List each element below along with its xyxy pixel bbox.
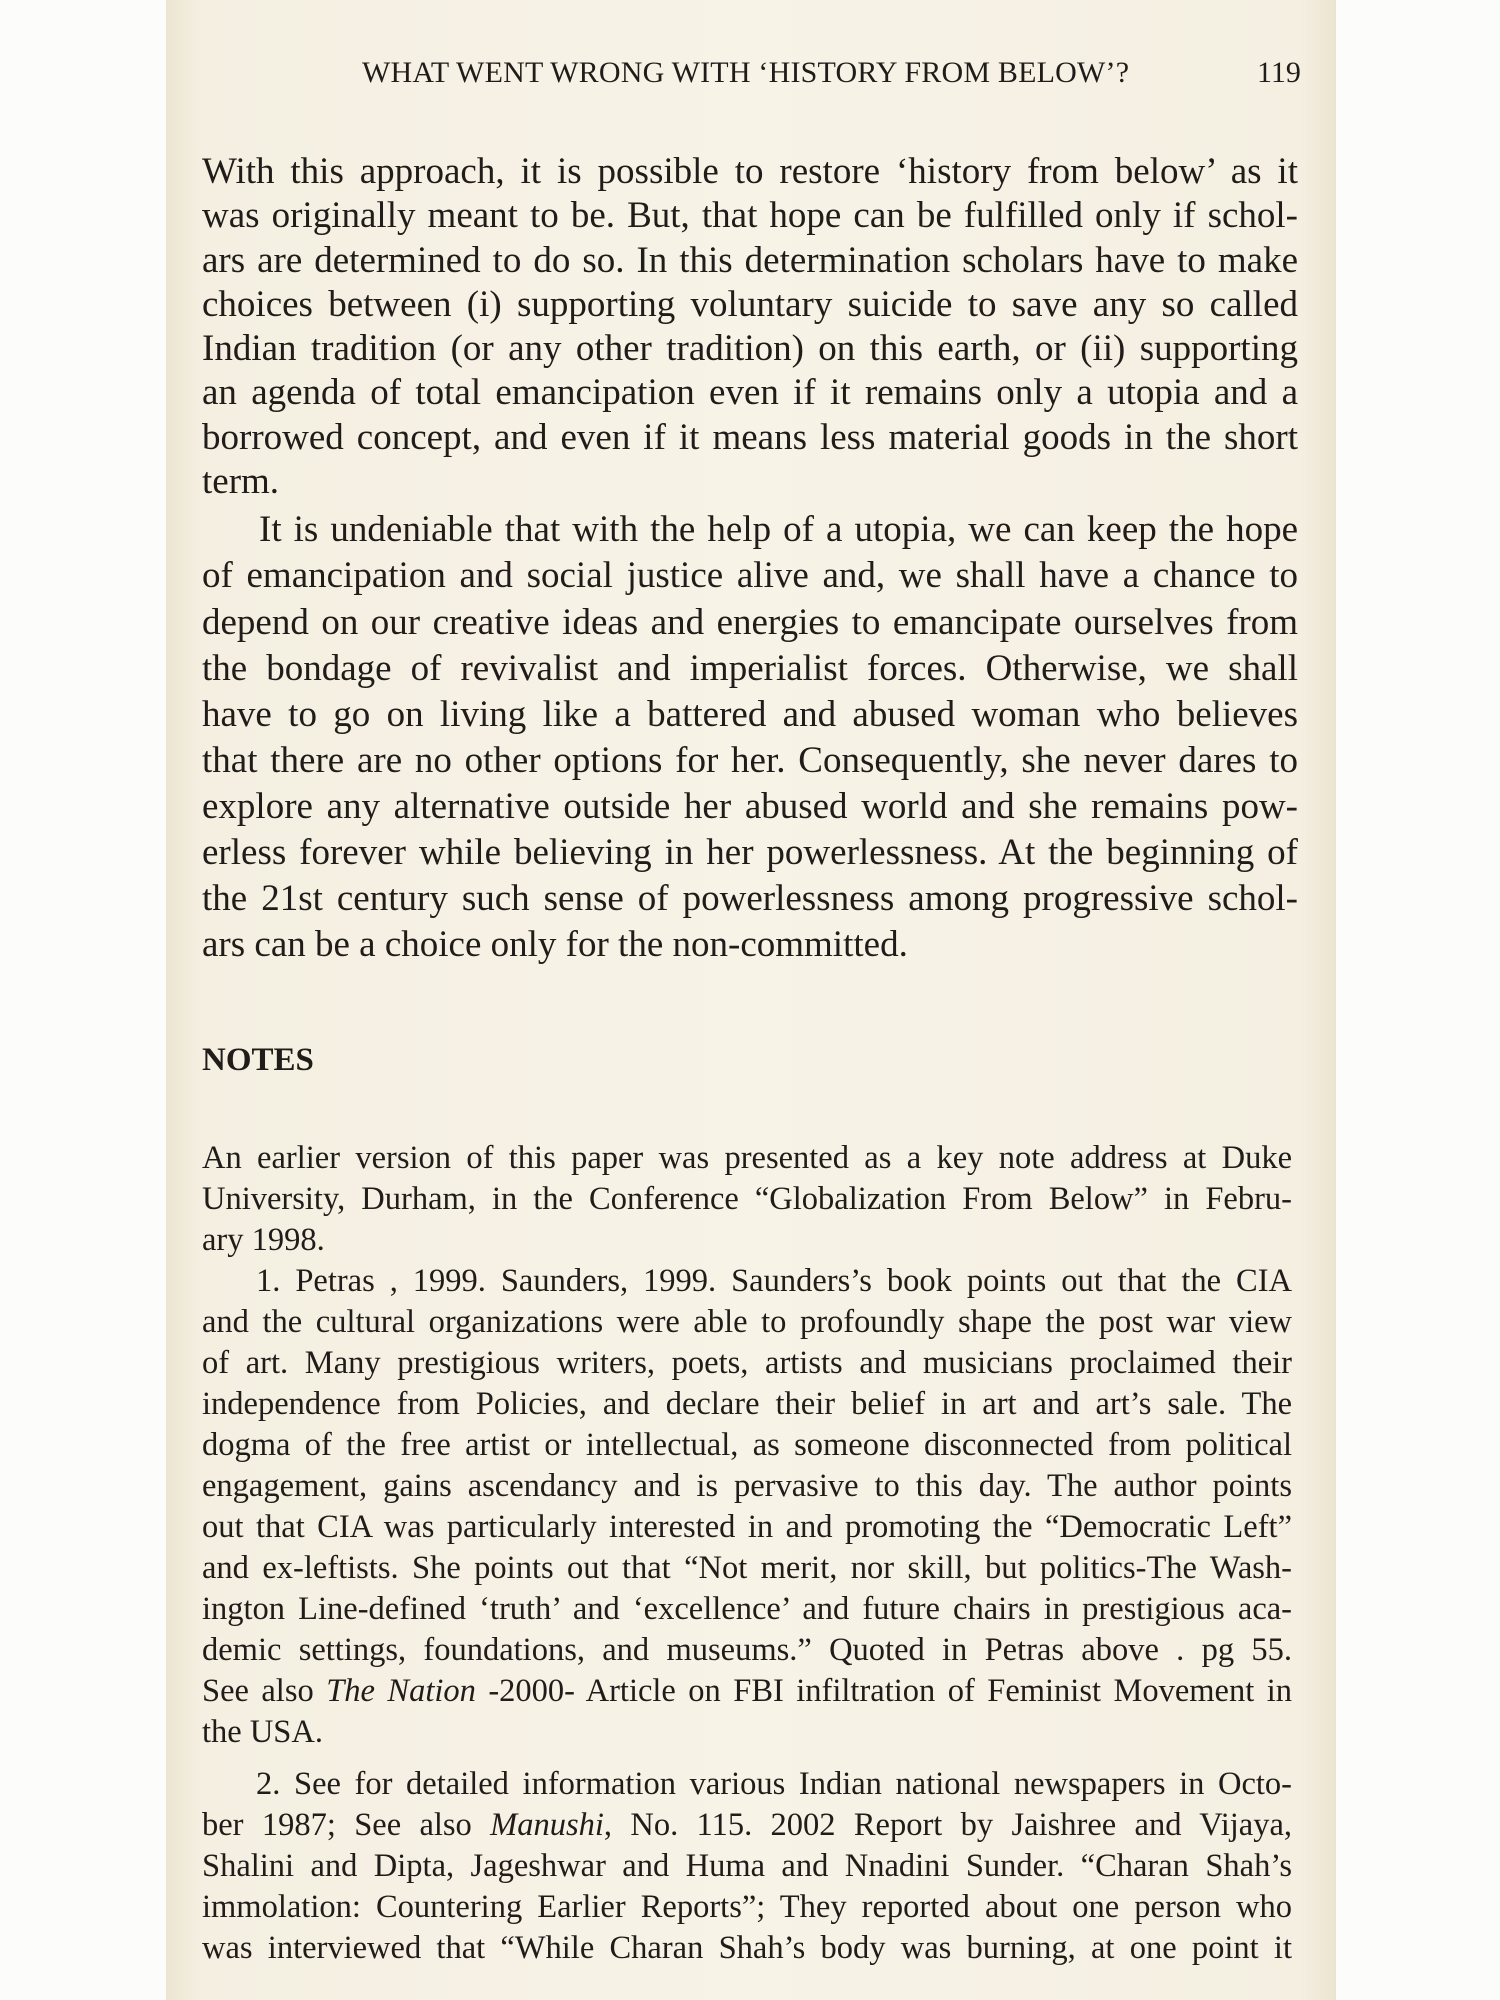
- notes-heading: NOTES: [202, 1042, 314, 1078]
- note-line: and the cultural organizations were able to profoundly shape the post war view: [202, 1304, 1292, 1340]
- note-line: of art. Many prestigious writers, poets, artists and musicians proclaimed their: [202, 1345, 1292, 1381]
- notes-section: [202, 1138, 1292, 1969]
- note-2: [202, 1764, 1292, 1969]
- text-line: have to go on living like a battered and abused woman who believes: [202, 693, 1298, 735]
- body-text: [202, 150, 1298, 968]
- text-line: Indian tradition (or any other tradition) on this earth, or (ii) supporting: [202, 328, 1298, 370]
- paragraph-1: [202, 150, 1298, 504]
- text-line: ars can be a choice only for the non-committed.: [202, 924, 908, 966]
- italic-title: Manushi: [490, 1807, 604, 1843]
- text-line: of emancipation and social justice alive and, we shall have a chance to: [202, 555, 1298, 597]
- text-line: With this approach, it is possible to restore ‘history from below’ as it: [202, 151, 1298, 192]
- text-line: the 21st century such sense of powerlessness among progressive schol-: [202, 878, 1298, 920]
- text-line: explore any alternative outside her abused world and she remains pow-: [202, 785, 1298, 827]
- text-line: that there are no other options for her. Consequently, she never dares to: [202, 739, 1298, 781]
- note-line: [202, 1671, 1292, 1712]
- note-line: [202, 1805, 1292, 1846]
- note-line: University, Durham, in the Conference “Globalization From Below” in Febru-: [202, 1181, 1292, 1217]
- text-line: borrowed concept, and even if it means less material goods in the short: [202, 416, 1298, 458]
- note-line: independence from Policies, and declare their belief in art and art’s sale. The: [202, 1386, 1292, 1422]
- text-line: erless forever while believing in her powerlessness. At the beginning of: [202, 832, 1298, 874]
- note-line-text: , No. 115. 2002 Report by Jaishree and Vijaya,: [603, 1807, 1292, 1843]
- text-line: It is undeniable that with the help of a utopia, we can keep the hope: [259, 509, 1298, 551]
- note-line-text: ber 1987; See also: [202, 1807, 491, 1843]
- note-line: demic settings, foundations, and museums.” Quoted in Petras above . pg 55.: [202, 1632, 1292, 1668]
- text-line: the bondage of revivalist and imperialist forces. Otherwise, we shall: [202, 647, 1298, 689]
- note-line: dogma of the free artist or intellectual, as someone disconnected from political: [202, 1427, 1292, 1463]
- note-line: Shalini and Dipta, Jageshwar and Huma and Nnadini Sunder. “Charan Shah’s: [202, 1848, 1292, 1884]
- text-line: choices between (i) supporting voluntary suicide to save any so called: [202, 283, 1298, 325]
- text-line: depend on our creative ideas and energies to emancipate ourselves from: [202, 601, 1298, 643]
- note-line: 2. See for detailed information various Indian national newspapers in Octo-: [256, 1766, 1292, 1802]
- note-line-text: See also: [202, 1673, 327, 1709]
- note-line-text: -2000- Article on FBI infiltration of Feminist Movement in: [475, 1673, 1292, 1709]
- text-line: was originally meant to be. But, that hope can be fulfilled only if schol-: [202, 195, 1298, 237]
- note-line: ary 1998.: [202, 1222, 325, 1258]
- note-1: [202, 1261, 1292, 1753]
- note-line: was interviewed that “While Charan Shah’s body was burning, at one point it: [202, 1930, 1292, 1966]
- notes-intro: [202, 1138, 1292, 1261]
- running-title: WHAT WENT WRONG WITH ‘HISTORY FROM BELOW’?: [362, 56, 1130, 89]
- paragraph-2: [202, 507, 1298, 968]
- note-line: engagement, gains ascendancy and is pervasive to this day. The author points: [202, 1468, 1292, 1504]
- note-line: the USA.: [202, 1714, 323, 1750]
- note-line: immolation: Countering Earlier Reports”; They reported about one person who: [202, 1889, 1292, 1925]
- note-line: 1. Petras , 1999. Saunders, 1999. Saunders’s book points out that the CIA: [256, 1263, 1292, 1299]
- note-line: out that CIA was particularly interested in and promoting the “Democratic Left”: [202, 1509, 1292, 1545]
- page-number: 119: [1257, 56, 1301, 89]
- text-line: an agenda of total emancipation even if it remains only a utopia and a: [202, 372, 1298, 414]
- text-line: ars are determined to do so. In this determination scholars have to make: [202, 239, 1298, 281]
- note-line: and ex-leftists. She points out that “Not merit, nor skill, but politics-The Wash-: [202, 1550, 1292, 1586]
- italic-title: The Nation: [326, 1673, 476, 1709]
- note-line: ington Line-defined ‘truth’ and ‘excellence’ and future chairs in prestigious aca-: [202, 1591, 1292, 1627]
- note-line: An earlier version of this paper was presented as a key note address at Duke: [202, 1140, 1292, 1176]
- text-line: term.: [202, 461, 280, 503]
